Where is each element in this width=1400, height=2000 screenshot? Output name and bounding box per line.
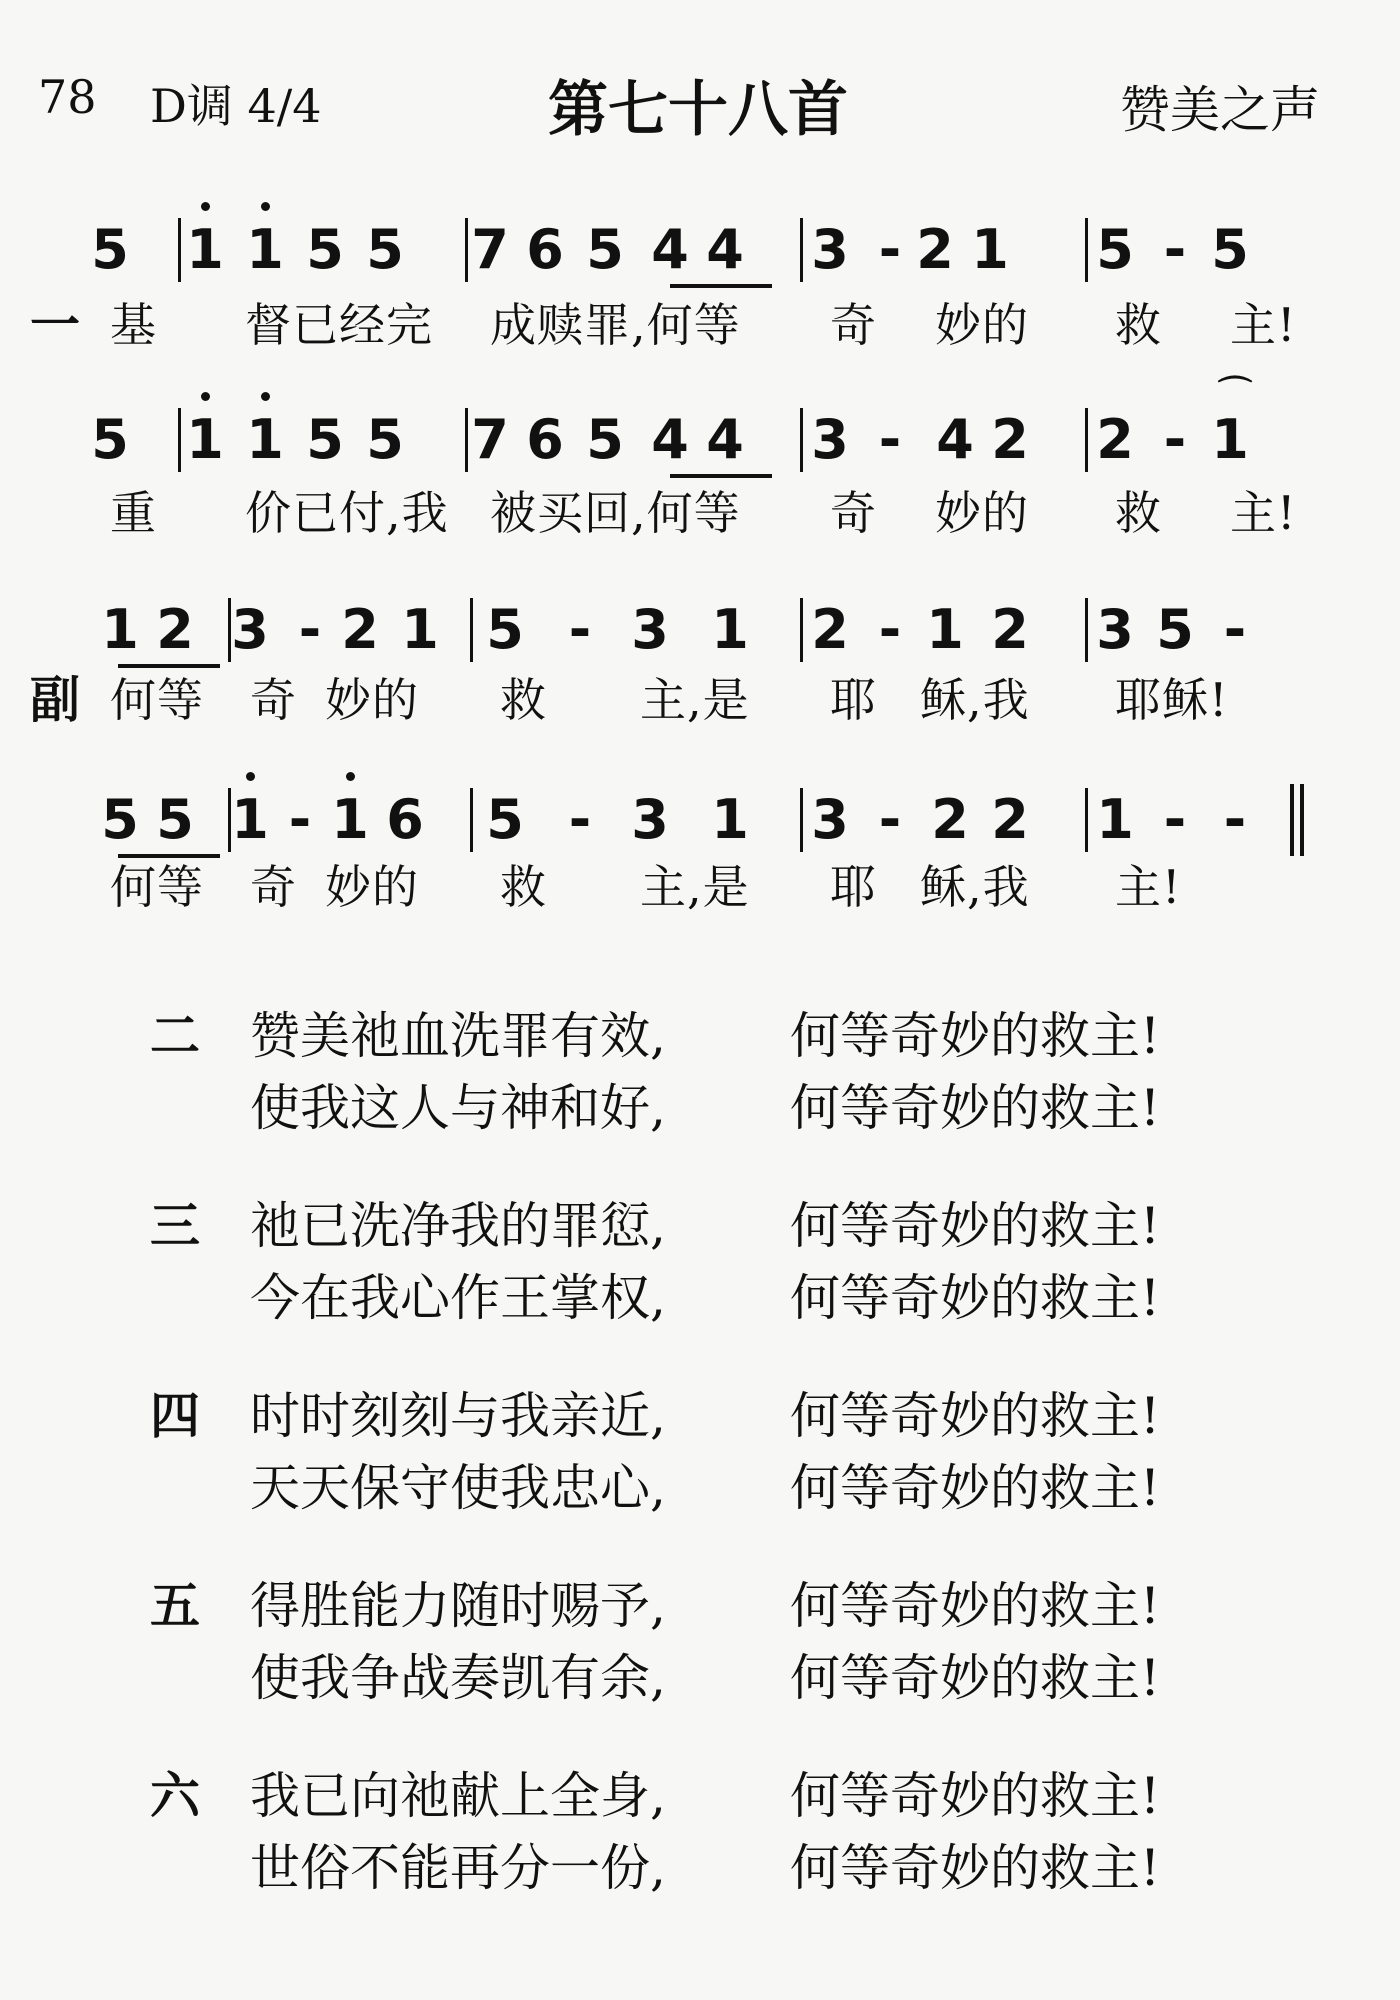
lyric-text: 奇 <box>250 860 297 914</box>
note: 6 <box>526 408 564 471</box>
note: 4 <box>706 408 744 471</box>
lyric-text: 奇 <box>830 298 877 352</box>
lyric-text: 何等 <box>110 860 204 914</box>
note: 2 <box>931 788 969 851</box>
note: 6 <box>526 218 564 281</box>
verse-label: 副 <box>30 671 80 729</box>
lyric-text: 救 <box>1115 486 1162 540</box>
beam-underline <box>670 284 772 288</box>
note: 1 <box>182 210 228 290</box>
notation-row <box>0 374 1400 480</box>
lyric-text: 基 <box>110 298 157 352</box>
verse-refrain: 何等奇妙的救主! <box>790 1387 1161 1445</box>
lyric-text: 价已付,我 <box>245 486 449 540</box>
note: 5 <box>366 408 404 471</box>
note-extension: - <box>568 788 592 851</box>
lyric-text: 督已经完 <box>245 298 433 352</box>
lyric-text: 妙的 <box>325 673 419 727</box>
page-title: 第七十八首 <box>548 75 848 145</box>
lyric-text: 救 <box>500 860 547 914</box>
page-number: 78 <box>38 70 97 124</box>
note: 4 <box>936 408 974 471</box>
verse-refrain: 何等奇妙的救主! <box>790 1767 1161 1825</box>
note: 1 <box>1211 408 1249 471</box>
note: 2 <box>1096 408 1134 471</box>
note: 1 <box>711 788 749 851</box>
note-extension: - <box>288 788 312 851</box>
note-extension: - <box>878 598 902 661</box>
lyric-text: 主,是 <box>640 673 750 727</box>
bar-line <box>470 598 473 662</box>
note: 2 <box>991 408 1029 471</box>
note: 5 <box>1156 598 1194 661</box>
bar-line <box>1085 408 1088 472</box>
lyric-text: 奇 <box>250 673 297 727</box>
note: 1 <box>227 780 273 860</box>
bar-line <box>800 598 803 662</box>
lyric-text: 成赎罪,何等 <box>490 298 741 352</box>
lyric-row <box>0 665 1400 735</box>
note: 5 <box>101 788 139 851</box>
key-signature: D调 4/4 <box>150 79 322 133</box>
note-extension: - <box>878 218 902 281</box>
verse-number: 二 <box>150 1007 200 1065</box>
note: 5 <box>486 788 524 851</box>
lyric-row <box>0 290 1400 360</box>
lyric-text: 妙的 <box>325 860 419 914</box>
note: 5 <box>156 788 194 851</box>
verse-line: 得胜能力随时赐予, <box>250 1577 666 1635</box>
verse-number: 四 <box>150 1387 200 1445</box>
header <box>38 62 1320 145</box>
bar-line <box>465 218 468 282</box>
note: 5 <box>586 218 624 281</box>
note: 4 <box>651 218 689 281</box>
note-extension: - <box>878 408 902 471</box>
note: 5 <box>306 218 344 281</box>
notation-row <box>0 780 1400 860</box>
lyric-row <box>0 852 1400 922</box>
notation-row <box>0 590 1400 670</box>
lyric-text: 何等 <box>110 673 204 727</box>
verse-line: 天天保守使我忠心, <box>250 1459 666 1517</box>
verse-number: 三 <box>150 1197 200 1255</box>
verse-line: 赞美祂血洗罪有效, <box>250 1007 666 1065</box>
bar-line <box>1085 598 1088 662</box>
lyric-text: 耶稣! <box>1115 673 1229 727</box>
bar-line <box>228 788 231 852</box>
note: 5 <box>91 408 129 471</box>
verse-refrain: 何等奇妙的救主! <box>790 1007 1161 1065</box>
lyric-text: 耶 <box>830 673 877 727</box>
verse-refrain: 何等奇妙的救主! <box>790 1649 1161 1707</box>
note: 2 <box>991 788 1029 851</box>
note: 3 <box>811 408 849 471</box>
bar-line <box>1085 218 1088 282</box>
note: 2 <box>341 598 379 661</box>
lyric-text: 主! <box>1115 860 1182 914</box>
note: 3 <box>231 598 269 661</box>
note: 1 <box>711 598 749 661</box>
note: 1 <box>101 598 139 661</box>
verse-refrain: 何等奇妙的救主! <box>790 1197 1161 1255</box>
note: 2 <box>991 598 1029 661</box>
lyric-text: 奇 <box>830 486 877 540</box>
verse-label: 一 <box>30 296 80 354</box>
bar-line <box>178 218 181 282</box>
lyric-text: 耶 <box>830 860 877 914</box>
note: 1 <box>971 218 1009 281</box>
lyric-text: 主,是 <box>640 860 750 914</box>
lyric-text: 被买回,何等 <box>490 486 741 540</box>
verse-refrain: 何等奇妙的救主! <box>790 1459 1161 1517</box>
note: 5 <box>486 598 524 661</box>
note: 1 <box>327 780 373 860</box>
note-extension: - <box>878 788 902 851</box>
note: 5 <box>91 218 129 281</box>
verse-number: 五 <box>150 1577 200 1635</box>
lyric-text: 主! <box>1230 298 1297 352</box>
note: 2 <box>156 598 194 661</box>
note: 3 <box>811 218 849 281</box>
bar-line <box>800 788 803 852</box>
verse-6 <box>150 1760 1250 1910</box>
note: 4 <box>651 408 689 471</box>
lyric-text: 主! <box>1230 486 1297 540</box>
note: 5 <box>586 408 624 471</box>
note-extension: - <box>1223 788 1247 851</box>
final-bar-line <box>1290 784 1304 856</box>
verse-line: 我已向祂献上全身, <box>250 1767 666 1825</box>
note: 5 <box>366 218 404 281</box>
note: 7 <box>471 408 509 471</box>
verse-refrain: 何等奇妙的救主! <box>790 1079 1161 1137</box>
note-extension: - <box>1163 408 1187 471</box>
verse-line: 使我这人与神和好, <box>250 1079 666 1137</box>
lyric-text: 稣,我 <box>920 673 1030 727</box>
verse-line: 使我争战奏凯有余, <box>250 1649 666 1707</box>
lyric-text: 妙的 <box>935 486 1029 540</box>
verse-line: 祂已洗净我的罪愆, <box>250 1197 666 1255</box>
note: 5 <box>1096 218 1134 281</box>
note: 1 <box>1096 788 1134 851</box>
bar-line <box>178 408 181 472</box>
notation-row <box>0 210 1400 290</box>
book-name: 赞美之声 <box>1120 81 1320 139</box>
note: 7 <box>471 218 509 281</box>
lyric-text: 重 <box>110 486 157 540</box>
note: 1 <box>182 400 228 480</box>
note-extension: - <box>1163 218 1187 281</box>
bar-line <box>228 598 231 662</box>
note-extension: - <box>1223 598 1247 661</box>
note: 5 <box>1211 218 1249 281</box>
note: 3 <box>811 788 849 851</box>
bar-line <box>800 218 803 282</box>
note: 2 <box>811 598 849 661</box>
note-extension: - <box>1163 788 1187 851</box>
note: 3 <box>631 788 669 851</box>
bar-line <box>800 408 803 472</box>
bar-line <box>465 408 468 472</box>
verse-refrain: 何等奇妙的救主! <box>790 1577 1161 1635</box>
lyric-text: 救 <box>500 673 547 727</box>
verse-refrain: 何等奇妙的救主! <box>790 1839 1161 1897</box>
verse-line: 今在我心作王掌权, <box>250 1269 666 1327</box>
verse-line: 时时刻刻与我亲近, <box>250 1387 666 1445</box>
note-extension: - <box>568 598 592 661</box>
note: 3 <box>1096 598 1134 661</box>
note: 4 <box>706 218 744 281</box>
lyric-text: 妙的 <box>935 298 1029 352</box>
note-extension: - <box>298 598 322 661</box>
verse-4 <box>150 1380 1250 1530</box>
lyric-row <box>0 478 1400 548</box>
bar-line <box>1085 788 1088 852</box>
note: 1 <box>242 400 288 480</box>
note: 6 <box>386 788 424 851</box>
verse-line: 世俗不能再分一份, <box>250 1839 666 1897</box>
verse-refrain: 何等奇妙的救主! <box>790 1269 1161 1327</box>
note: 5 <box>306 408 344 471</box>
verse-number: 六 <box>150 1767 200 1825</box>
bar-line <box>470 788 473 852</box>
verse-3 <box>150 1190 1250 1340</box>
note: 1 <box>242 210 288 290</box>
note: 1 <box>926 598 964 661</box>
lyric-text: 救 <box>1115 298 1162 352</box>
verse-5 <box>150 1570 1250 1720</box>
note: 1 <box>401 598 439 661</box>
note: 2 <box>916 218 954 281</box>
verse-2 <box>150 1000 1250 1150</box>
lyric-text: 稣,我 <box>920 860 1030 914</box>
fermata-icon: ⌒ <box>1218 374 1252 414</box>
note: 3 <box>631 598 669 661</box>
